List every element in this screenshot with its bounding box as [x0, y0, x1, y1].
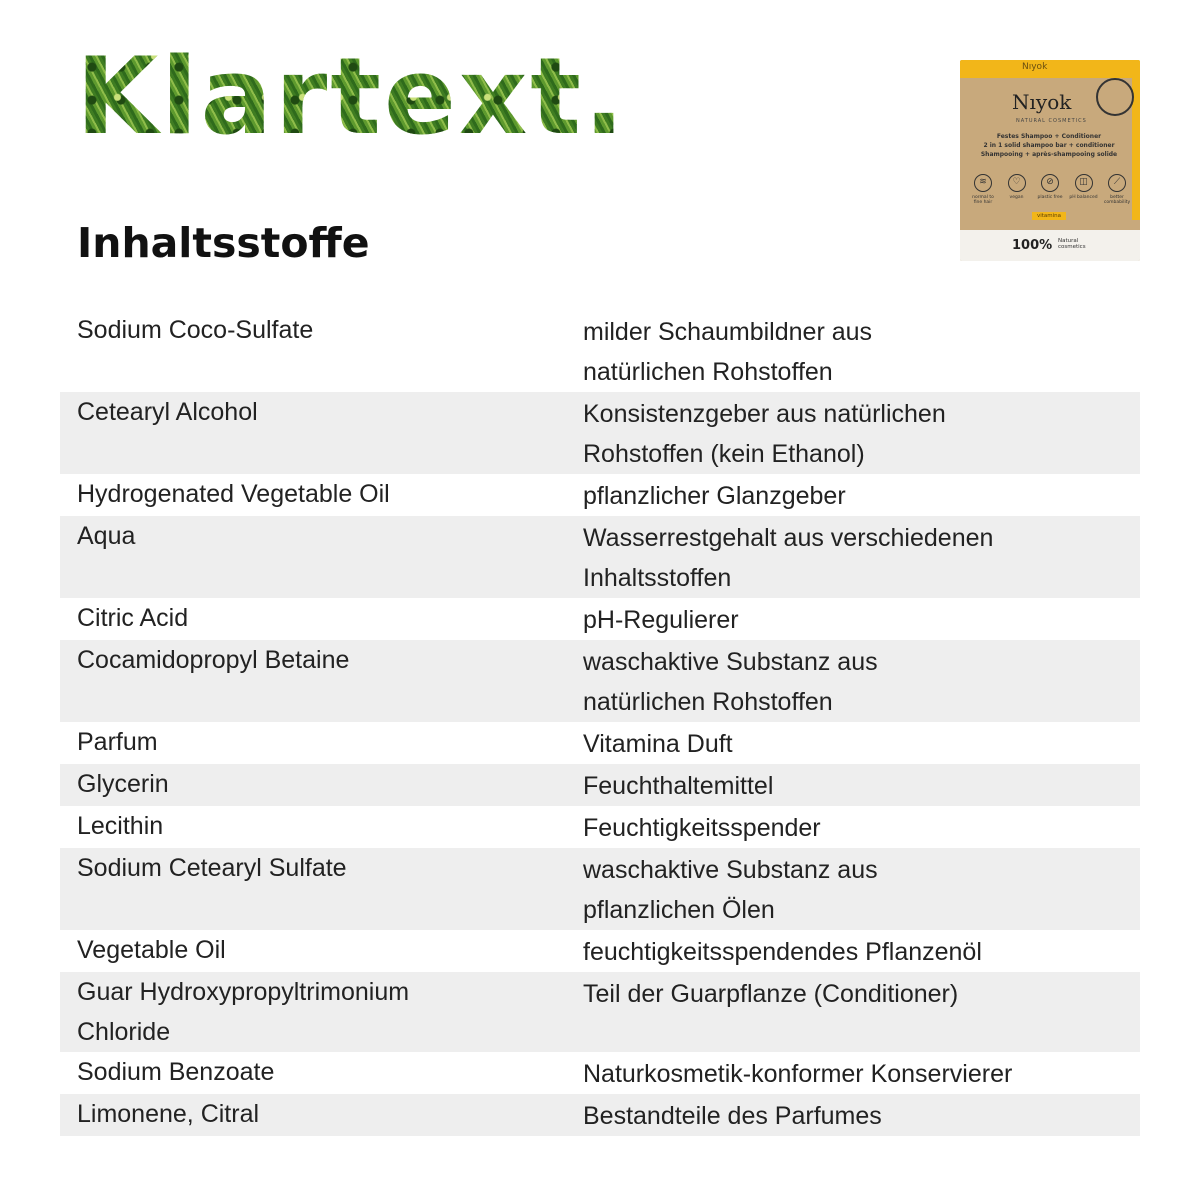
ingredient-name — [60, 392, 583, 474]
ingredient-name — [60, 598, 583, 640]
ingredient-name — [60, 930, 583, 972]
ingredient-description-line: Vitamina Duft — [583, 730, 733, 758]
plastic-free-icon: ⊘ — [1041, 174, 1059, 192]
table-row — [60, 310, 1140, 392]
table-row — [60, 722, 1140, 764]
ingredient-name-line: Vegetable Oil — [77, 936, 226, 964]
table-row — [60, 1094, 1140, 1136]
product-icon-item — [1035, 174, 1065, 205]
table-row — [60, 474, 1140, 516]
ingredient-name-line: Chloride — [77, 1018, 171, 1046]
section-title: Inhaltsstoffe — [77, 219, 370, 267]
ingredient-name-line: Guar Hydroxypropyltrimonium — [77, 978, 410, 1006]
table-row — [60, 848, 1140, 930]
product-icon-label: better combability — [1103, 195, 1131, 205]
ingredient-description — [583, 1052, 1123, 1094]
product-icons — [968, 174, 1132, 205]
product-natural-line: Natural — [1058, 238, 1079, 244]
ingredient-name — [60, 516, 583, 598]
product-subtitle: NATURAL COSMETICS — [1016, 118, 1087, 124]
ingredient-description — [583, 392, 1123, 474]
product-bottom-band — [960, 230, 1140, 261]
ingredient-name — [60, 848, 583, 930]
product-brand: Nıyok — [1012, 90, 1072, 114]
hair-icon: ≋ — [974, 174, 992, 192]
product-natural-label — [1058, 238, 1086, 250]
ingredient-name-line: Glycerin — [77, 770, 169, 798]
vegan-icon: ♡ — [1008, 174, 1026, 192]
ingredient-description — [583, 764, 1123, 806]
product-brand-top: Nıyok — [1022, 62, 1048, 72]
product-icon-label: normal to fine hair — [972, 195, 994, 205]
ingredient-name-line: Cetearyl Alcohol — [77, 398, 258, 426]
ingredient-name — [60, 764, 583, 806]
product-variant: vitamina — [1032, 212, 1066, 220]
ingredient-name-line: Sodium Coco-Sulfate — [77, 316, 314, 344]
table-row — [60, 764, 1140, 806]
product-image — [960, 60, 1140, 261]
ingredient-description-line: Feuchthaltemittel — [583, 772, 774, 800]
ingredient-description — [583, 806, 1123, 848]
ingredient-description-line: pH-Regulierer — [583, 606, 739, 634]
ingredient-description-line: pflanzlichen Ölen — [583, 896, 775, 924]
product-icon-label: pH balanced — [1069, 195, 1098, 200]
ingredient-name-line: Lecithin — [77, 812, 164, 840]
table-row — [60, 392, 1140, 474]
ingredient-name — [60, 722, 583, 764]
product-desc-line: 2 in 1 solid shampoo bar + conditioner — [983, 142, 1115, 149]
product-icon-label: vegan — [1009, 195, 1024, 200]
table-row — [60, 972, 1140, 1052]
table-row — [60, 516, 1140, 598]
product-icon-item — [968, 174, 998, 205]
ingredient-name — [60, 474, 583, 516]
product-natural-pct: 100% — [1012, 238, 1053, 253]
product-natural-line: cosmetics — [1058, 244, 1086, 250]
comb-icon: ⟋ — [1108, 174, 1126, 192]
ingredient-description — [583, 1094, 1123, 1136]
ingredient-name-line: Parfum — [77, 728, 158, 756]
product-icon-label: plastic free — [1037, 195, 1063, 200]
ingredients-table — [60, 310, 1140, 1136]
ingredient-name-line: Limonene, Citral — [77, 1100, 260, 1128]
ingredient-description-line: pflanzlicher Glanzgeber — [583, 482, 846, 510]
ingredient-name — [60, 1094, 583, 1136]
headline: Klartext. — [76, 35, 628, 158]
product-desc-line: Shampooing + après-shampooing solide — [980, 151, 1118, 158]
ingredient-name-line: Cocamidopropyl Betaine — [77, 646, 350, 674]
table-row — [60, 598, 1140, 640]
ingredient-description-line: waschaktive Substanz aus — [583, 648, 878, 676]
product-icon-item — [1069, 174, 1099, 205]
ingredient-name — [60, 640, 583, 722]
table-row — [60, 930, 1140, 972]
ingredient-name — [60, 806, 583, 848]
ingredient-description — [583, 310, 1123, 392]
ingredient-name-line: Sodium Cetearyl Sulfate — [77, 854, 347, 882]
ingredient-description — [583, 516, 1123, 598]
product-icon-item — [1002, 174, 1032, 205]
ingredient-description — [583, 474, 1123, 516]
table-row — [60, 806, 1140, 848]
product-top-band — [960, 60, 1140, 78]
ingredient-name — [60, 972, 583, 1052]
product-icon-item — [1102, 174, 1132, 205]
ingredient-description-line: Inhaltsstoffen — [583, 564, 732, 592]
table-row — [60, 640, 1140, 722]
ingredient-description-line: natürlichen Rohstoffen — [583, 688, 833, 716]
ingredient-name-line: Aqua — [77, 522, 136, 550]
ingredient-description — [583, 930, 1123, 972]
ingredient-name-line: Citric Acid — [77, 604, 189, 632]
ph-icon: ◫ — [1075, 174, 1093, 192]
ingredient-name — [60, 310, 583, 392]
ingredient-description-line: Bestandteile des Parfumes — [583, 1102, 882, 1130]
ingredient-description — [583, 722, 1123, 764]
ingredient-name — [60, 1052, 583, 1094]
ingredient-description — [583, 598, 1123, 640]
ingredient-description-line: Feuchtigkeitsspender — [583, 814, 821, 842]
product-desc-line: Festes Shampoo + Conditioner — [996, 133, 1102, 140]
ingredient-description-line: Teil der Guarpflanze (Conditioner) — [583, 980, 959, 1008]
ingredient-description-line: milder Schaumbildner aus — [583, 318, 873, 346]
ingredient-description-line: waschaktive Substanz aus — [583, 856, 878, 884]
ingredient-description-line: natürlichen Rohstoffen — [583, 358, 833, 386]
ingredient-description-line: Rohstoffen (kein Ethanol) — [583, 440, 865, 468]
product-side-band — [1132, 60, 1140, 220]
product-description — [974, 132, 1124, 159]
ingredient-name-line: Sodium Benzoate — [77, 1058, 275, 1086]
ingredient-description-line: feuchtigkeitsspendendes Pflanzenöl — [583, 938, 982, 966]
ingredient-description-line: Wasserrestgehalt aus verschiedenen — [583, 524, 994, 552]
ingredient-description — [583, 972, 1123, 1052]
ingredient-description-line: Konsistenzgeber aus natürlichen — [583, 400, 946, 428]
table-row — [60, 1052, 1140, 1094]
ingredient-description-line: Naturkosmetik-konformer Konservierer — [583, 1060, 1013, 1088]
ingredient-description — [583, 848, 1123, 930]
ingredient-name-line: Hydrogenated Vegetable Oil — [77, 480, 390, 508]
product-logo-icon — [1096, 78, 1134, 116]
ingredient-description — [583, 640, 1123, 722]
